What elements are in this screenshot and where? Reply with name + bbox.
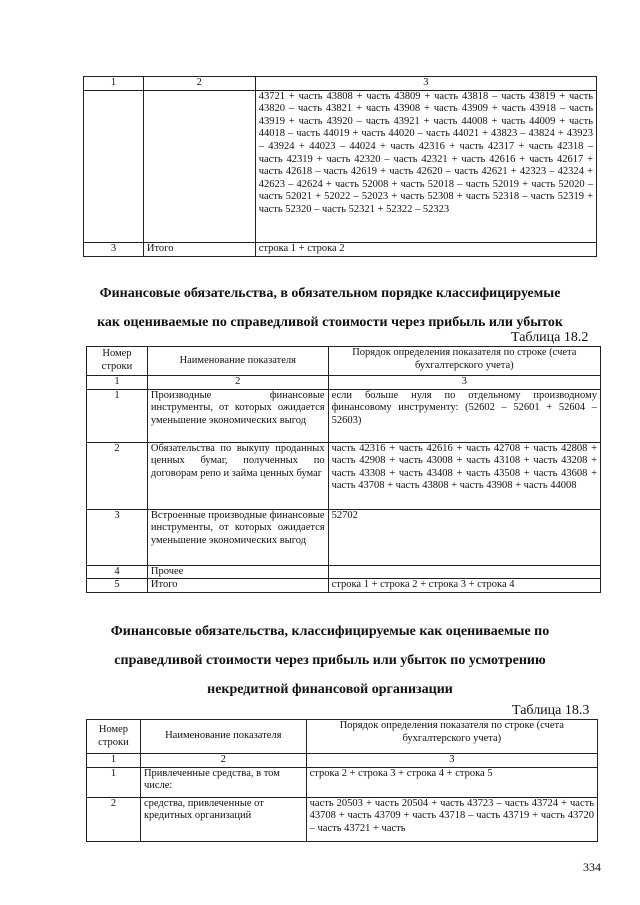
cell: 1 <box>87 389 148 442</box>
cell: строка 1 + строка 2 <box>255 242 596 256</box>
heading-line: Финансовые обязательства, в обязательном порядке классифицируемые <box>99 286 561 301</box>
cell: 1 <box>87 767 141 797</box>
heading-line: некредитной финансовой организации <box>207 682 453 697</box>
table-column-numbers <box>87 376 601 390</box>
table-column-numbers <box>84 77 597 91</box>
table-row <box>87 565 601 579</box>
cell: 3 <box>328 376 600 390</box>
section-heading <box>60 617 600 704</box>
cell: 2 <box>87 442 148 509</box>
cell: часть 42316 + часть 42616 + часть 42708 + часть 42808 + часть 42908 + часть 43008 + часть 43108 + часть 43208 + часть 43308 + часть 43408 + часть 43508 + часть 43608 + часть 43708 + часть 43808 + часть 43908 + часть 44008 <box>328 442 600 509</box>
cell: 2 <box>87 797 141 841</box>
cell: часть 20503 + часть 20504 + часть 43723 – часть 43724 + часть 43708 + часть 43709 + часть 43718 – часть 43719 + часть 43720 – часть 43721 + часть <box>306 797 597 841</box>
heading-line: как оцениваемые по справедливой стоимости через прибыль или убыток <box>97 315 563 330</box>
cell: 2 <box>143 77 255 91</box>
cell: Привлеченные средства, в том числе: <box>140 767 306 797</box>
cell: 3 <box>306 754 597 768</box>
cell: Прочее <box>147 565 328 579</box>
column-header: Наименование показателя <box>140 720 306 754</box>
table-row <box>87 389 601 442</box>
table-row <box>87 509 601 565</box>
continued-table <box>83 76 597 257</box>
cell: 3 <box>255 77 596 91</box>
table-header-row <box>87 720 598 754</box>
cell: 1 <box>87 754 141 768</box>
cell: Производные финансовые инструменты, от которых ожидается уменьшение экономических выгод <box>147 389 328 442</box>
cell <box>143 90 255 242</box>
cell: 2 <box>147 376 328 390</box>
column-header: Порядок определения показателя по строке (счета бухгалтерского учета) <box>306 720 597 754</box>
column-header: Наименование показателя <box>147 347 328 376</box>
cell <box>84 90 144 242</box>
heading-line: Финансовые обязательства, классифицируемые как оцениваемые по <box>110 624 550 639</box>
page-number: 334 <box>583 860 601 874</box>
cell: 2 <box>140 754 306 768</box>
table-row <box>84 90 597 242</box>
cell: Итого <box>147 579 328 593</box>
cell: средства, привлеченные от кредитных организаций <box>140 797 306 841</box>
table-column-numbers <box>87 754 598 768</box>
cell: 52702 <box>328 509 600 565</box>
table-18-2 <box>86 346 601 593</box>
cell: 5 <box>87 579 148 593</box>
column-header: Номер строки <box>87 720 141 754</box>
cell: 3 <box>84 242 144 256</box>
cell: 43721 + часть 43808 + часть 43809 + часть 43818 – часть 43819 + часть 43820 – часть 43821 + часть 43908 + часть 43909 + часть 43918 – часть 43919 + часть 43920 – часть 43921 + часть 44008 + часть 44009 + часть 44018 – часть 44019 + часть 44020 – часть 44021 + 43823 – 43824 + 43923 – 43924 + 44023 – 44024 + часть 42316 + часть 42317 + часть 42318 – часть 42319 + часть 42320 – часть 42321 + часть 42616 + часть 42617 + часть 42618 – часть 42619 + часть 42620 – часть 42621 + 42323 – 42324 + 42623 – 42624 + часть 52008 + часть 52018 – часть 52019 + часть 52020 – часть 52021 + 52022 – 52023 + часть 52308 + часть 52318 – часть 52319 + часть 52320 – часть 52321 + 52322 – 52323 <box>255 90 596 242</box>
cell: 1 <box>84 77 144 91</box>
cell: если больше нуля по отдельному производному финансовому инструменту: (52602 – 52601 + 52604 – 52603) <box>328 389 600 442</box>
table-header-row <box>87 347 601 376</box>
cell: строка 2 + строка 3 + строка 4 + строка 5 <box>306 767 597 797</box>
cell: 4 <box>87 565 148 579</box>
table-row <box>87 797 598 841</box>
cell: 1 <box>87 376 148 390</box>
column-header: Порядок определения показателя по строке (счета бухгалтерского учета) <box>328 347 600 376</box>
heading-line: справедливой стоимости через прибыль или убыток по усмотрению <box>114 653 546 668</box>
table-row <box>87 579 601 593</box>
table-row <box>87 442 601 509</box>
cell: Обязательства по выкупу проданных ценных бумаг, полученных по договорам репо и займа ценных бумаг <box>147 442 328 509</box>
table-18-3 <box>86 719 598 842</box>
table-row <box>87 767 598 797</box>
cell: 3 <box>87 509 148 565</box>
cell: Итого <box>143 242 255 256</box>
table-caption: Таблица 18.3 <box>512 703 590 718</box>
cell <box>328 565 600 579</box>
cell: Встроенные производные финансовые инструменты, от которых ожидается уменьшение экономических выгод <box>147 509 328 565</box>
table-caption: Таблица 18.2 <box>511 330 589 345</box>
section-heading <box>60 279 600 337</box>
cell: строка 1 + строка 2 + строка 3 + строка 4 <box>328 579 600 593</box>
column-header: Номер строки <box>87 347 148 376</box>
table-row <box>84 242 597 256</box>
